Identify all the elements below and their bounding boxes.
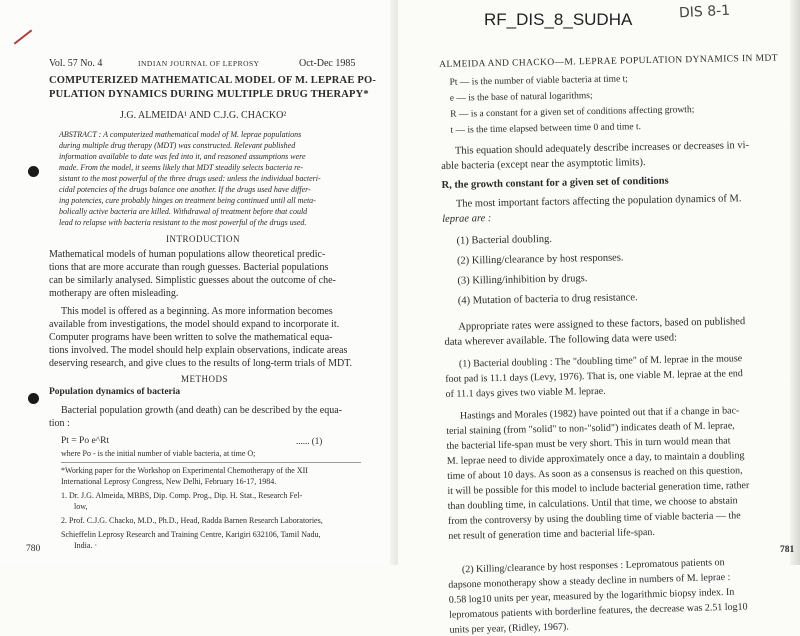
- population-dynamics-heading: Population dynamics of bacteria: [49, 387, 181, 397]
- text-line: Mathematical models of human populations allow theoretical predic-: [49, 249, 326, 260]
- text-line: units per year, (Ridley, 1967).: [449, 621, 569, 636]
- abstract-line: cidal potencies of the drugs balance one another. If the drugs used have differ-: [59, 185, 311, 194]
- text-line: This model is offered as a beginning. As more information becomes: [61, 306, 333, 317]
- margin-pen-mark: [14, 29, 33, 44]
- text-line: dapsone monotherapy show a steady decline in numbers of M. leprae :: [448, 571, 731, 591]
- text-line: deserving research, and give clues to the results of long-term trials of MDT.: [49, 358, 353, 369]
- journal-name: INDIAN JOURNAL OF LEPROSY: [138, 59, 260, 68]
- equation-note: where Po - is the initial number of viable bacteria, at time O;: [61, 449, 256, 458]
- text-line: 0.58 log10 units per year, measured by the logarithmic biopsy index. In: [448, 586, 735, 606]
- abstract-line: during multiple drug therapy (MDT) was constructed. Relevant published: [59, 141, 296, 150]
- volume-label: Vol. 57 No. 4: [49, 58, 103, 69]
- footnote-line: low,: [74, 502, 88, 511]
- text-line: Computer programs have been written to solve the mathematical equa-: [49, 332, 333, 343]
- text-line: of 11.1 days gives two viable M. leprae.: [445, 385, 606, 400]
- text-line: tions that are more accurate than rough guesses. Bacterial populations: [49, 262, 329, 273]
- methods-heading: METHODS: [181, 374, 229, 384]
- text-line: than doubling time, in calculations. Until that time, we choose to abstain: [447, 495, 738, 512]
- footnote-divider: [61, 462, 361, 463]
- binding-hole: [28, 393, 39, 404]
- introduction-heading: INTRODUCTION: [166, 234, 240, 244]
- right-page: [398, 0, 800, 636]
- text-line: from the controversy by using the doubling time of viable bacteria — the: [447, 510, 741, 527]
- page-edge: [790, 0, 800, 565]
- factor-item: (3) Killing/inhibition by drugs.: [457, 273, 588, 287]
- growth-constant-heading: R, the growth constant for a given set of conditions: [441, 175, 669, 191]
- text-line: can be similarly analysed. Simplistic guesses about the outcome of che-: [49, 275, 336, 286]
- handwritten-note: DIS 8-1: [678, 2, 731, 22]
- abstract-line: lead to relapse with bacteria resistant to the most powerful of the drugs used.: [59, 218, 307, 227]
- text-line: able bacteria (except near the asymptotic limits).: [441, 157, 646, 172]
- text-line: (1) Bacterial doubling : The "doubling time" of M. leprae in the mouse: [458, 353, 743, 370]
- abstract-line: made. From the model, it seems likely that MDT steadily selects bacteria re-: [59, 163, 304, 172]
- abstract-line: ing potencies, cure probably hinges on treatment being continued until all meta-: [59, 196, 316, 205]
- text-line: (2) Killing/clearance by host responses : Lepromatous patients on: [461, 557, 725, 576]
- footnote-line: India. ·: [74, 541, 98, 550]
- stamp-code: RF_DIS_8_SUDHA: [484, 10, 633, 29]
- text-line: foot pad is 11.1 days (Levy, 1976). That is, one viable M. leprae at the end: [445, 368, 743, 385]
- footnote-line: *Working paper for the Workshop on Experimental Chemotherapy of the XII: [61, 466, 308, 475]
- left-page: [0, 0, 398, 565]
- text-line: M. leprae need to divide approximately once a day, to maintain a doubling: [446, 450, 745, 467]
- text-line: lepromatous patients with borderline features, the decrease was 2.51 log10: [449, 601, 748, 621]
- definition-line: R — is a constant for a given set of conditions affecting growth;: [450, 105, 695, 120]
- authors: J.G. ALMEIDA¹ AND C.J.G. CHACKO²: [120, 110, 287, 121]
- text-line: terial staining (from "solid" to non-"solid") indicates death of M. leprae,: [446, 420, 735, 437]
- text-line: motherapy are often misleading.: [49, 288, 179, 299]
- article-title-line-1: COMPUTERIZED MATHEMATICAL MODEL OF M. LEPRAE PO-: [49, 75, 377, 86]
- equation-number: ...... (1): [296, 436, 323, 446]
- abstract-line: information available to date was fed into it, and reasoned assumptions were: [59, 152, 306, 161]
- page-number-right: 781: [780, 545, 795, 555]
- page-number-left: 780: [26, 544, 41, 554]
- text-line: Hastings and Morales (1982) have pointed out that if a change in bac-: [459, 405, 740, 422]
- running-header: ALMEIDA AND CHACKO—M. LEPRAE POPULATION DYNAMICS IN MDT: [439, 53, 778, 70]
- text-line: This equation should adequately describe increases or decreases in vi-: [454, 140, 750, 157]
- definition-line: e — is the base of natural logarithms;: [449, 91, 593, 104]
- factor-item: (2) Killing/clearance by host responses.: [456, 252, 624, 267]
- issue-date: Oct-Dec 1985: [299, 58, 356, 69]
- abstract-line: bolically active bacteria are killed. Withdrawal of treatment before that could: [59, 207, 308, 216]
- binding-hole: [28, 166, 39, 177]
- footnote-line: Schieffelin Leprosy Research and Training Centre, Karigiri 632106, Tamil Nadu,: [61, 530, 321, 539]
- footnote-line: 1. Dr. J.G. Almeida, MBBS, Dip. Comp. Prog., Dip. H. Stat., Research Fel-: [61, 491, 303, 500]
- definition-line: Pt — is the number of viable bacteria at time t;: [449, 74, 628, 88]
- equation: Pt = Po e^Rt: [61, 436, 110, 446]
- footnote-line: 2. Prof. C.J.G. Chacko, M.D., Ph.D., Head, Radda Barnen Research Laboratories,: [61, 516, 323, 525]
- footnote-line: International Leprosy Congress, New Delhi, February 16-17, 1984.: [61, 477, 277, 486]
- text-line: net result of generation time and bacterial life-span.: [448, 526, 655, 542]
- factor-item: (4) Mutation of bacteria to drug resistance.: [457, 292, 638, 307]
- abstract-line: sistant to the most powerful of the three drugs used: unless the individual bacteri-: [59, 174, 321, 183]
- text-line: The most important factors affecting the population dynamics of M.: [455, 193, 742, 210]
- text-line: tion :: [49, 418, 70, 429]
- text-line: it will be possible for this model to include bacterial generation time, rather: [447, 480, 750, 497]
- factor-item: (1) Bacterial doubling.: [456, 233, 553, 247]
- text-line: Bacterial population growth (and death) can be described by the equa-: [61, 405, 343, 416]
- text-line: tions involved. The model should help explain observations, indicate areas: [49, 345, 348, 356]
- text-line: Appropriate rates were assigned to these factors, based on published: [458, 316, 746, 333]
- text-line: time of about 10 days. As soon as a consensus is reached on this question,: [447, 465, 743, 482]
- text-line: data wherever available. The following data were used:: [444, 332, 678, 348]
- article-title-line-2: PULATION DYNAMICS DURING MULTIPLE DRUG THERAPY*: [49, 89, 369, 100]
- definition-line: t — is the time elapsed between time 0 and time t.: [450, 122, 642, 136]
- text-line: available from investigations, the model should expand to incorporate it.: [49, 319, 340, 330]
- abstract-line: ABSTRACT : A computerized mathematical model of M. leprae populations: [59, 130, 302, 139]
- text-line: leprae are :: [442, 213, 492, 225]
- text-line: the bacterial life-span must be very short. This in turn would mean that: [446, 435, 731, 452]
